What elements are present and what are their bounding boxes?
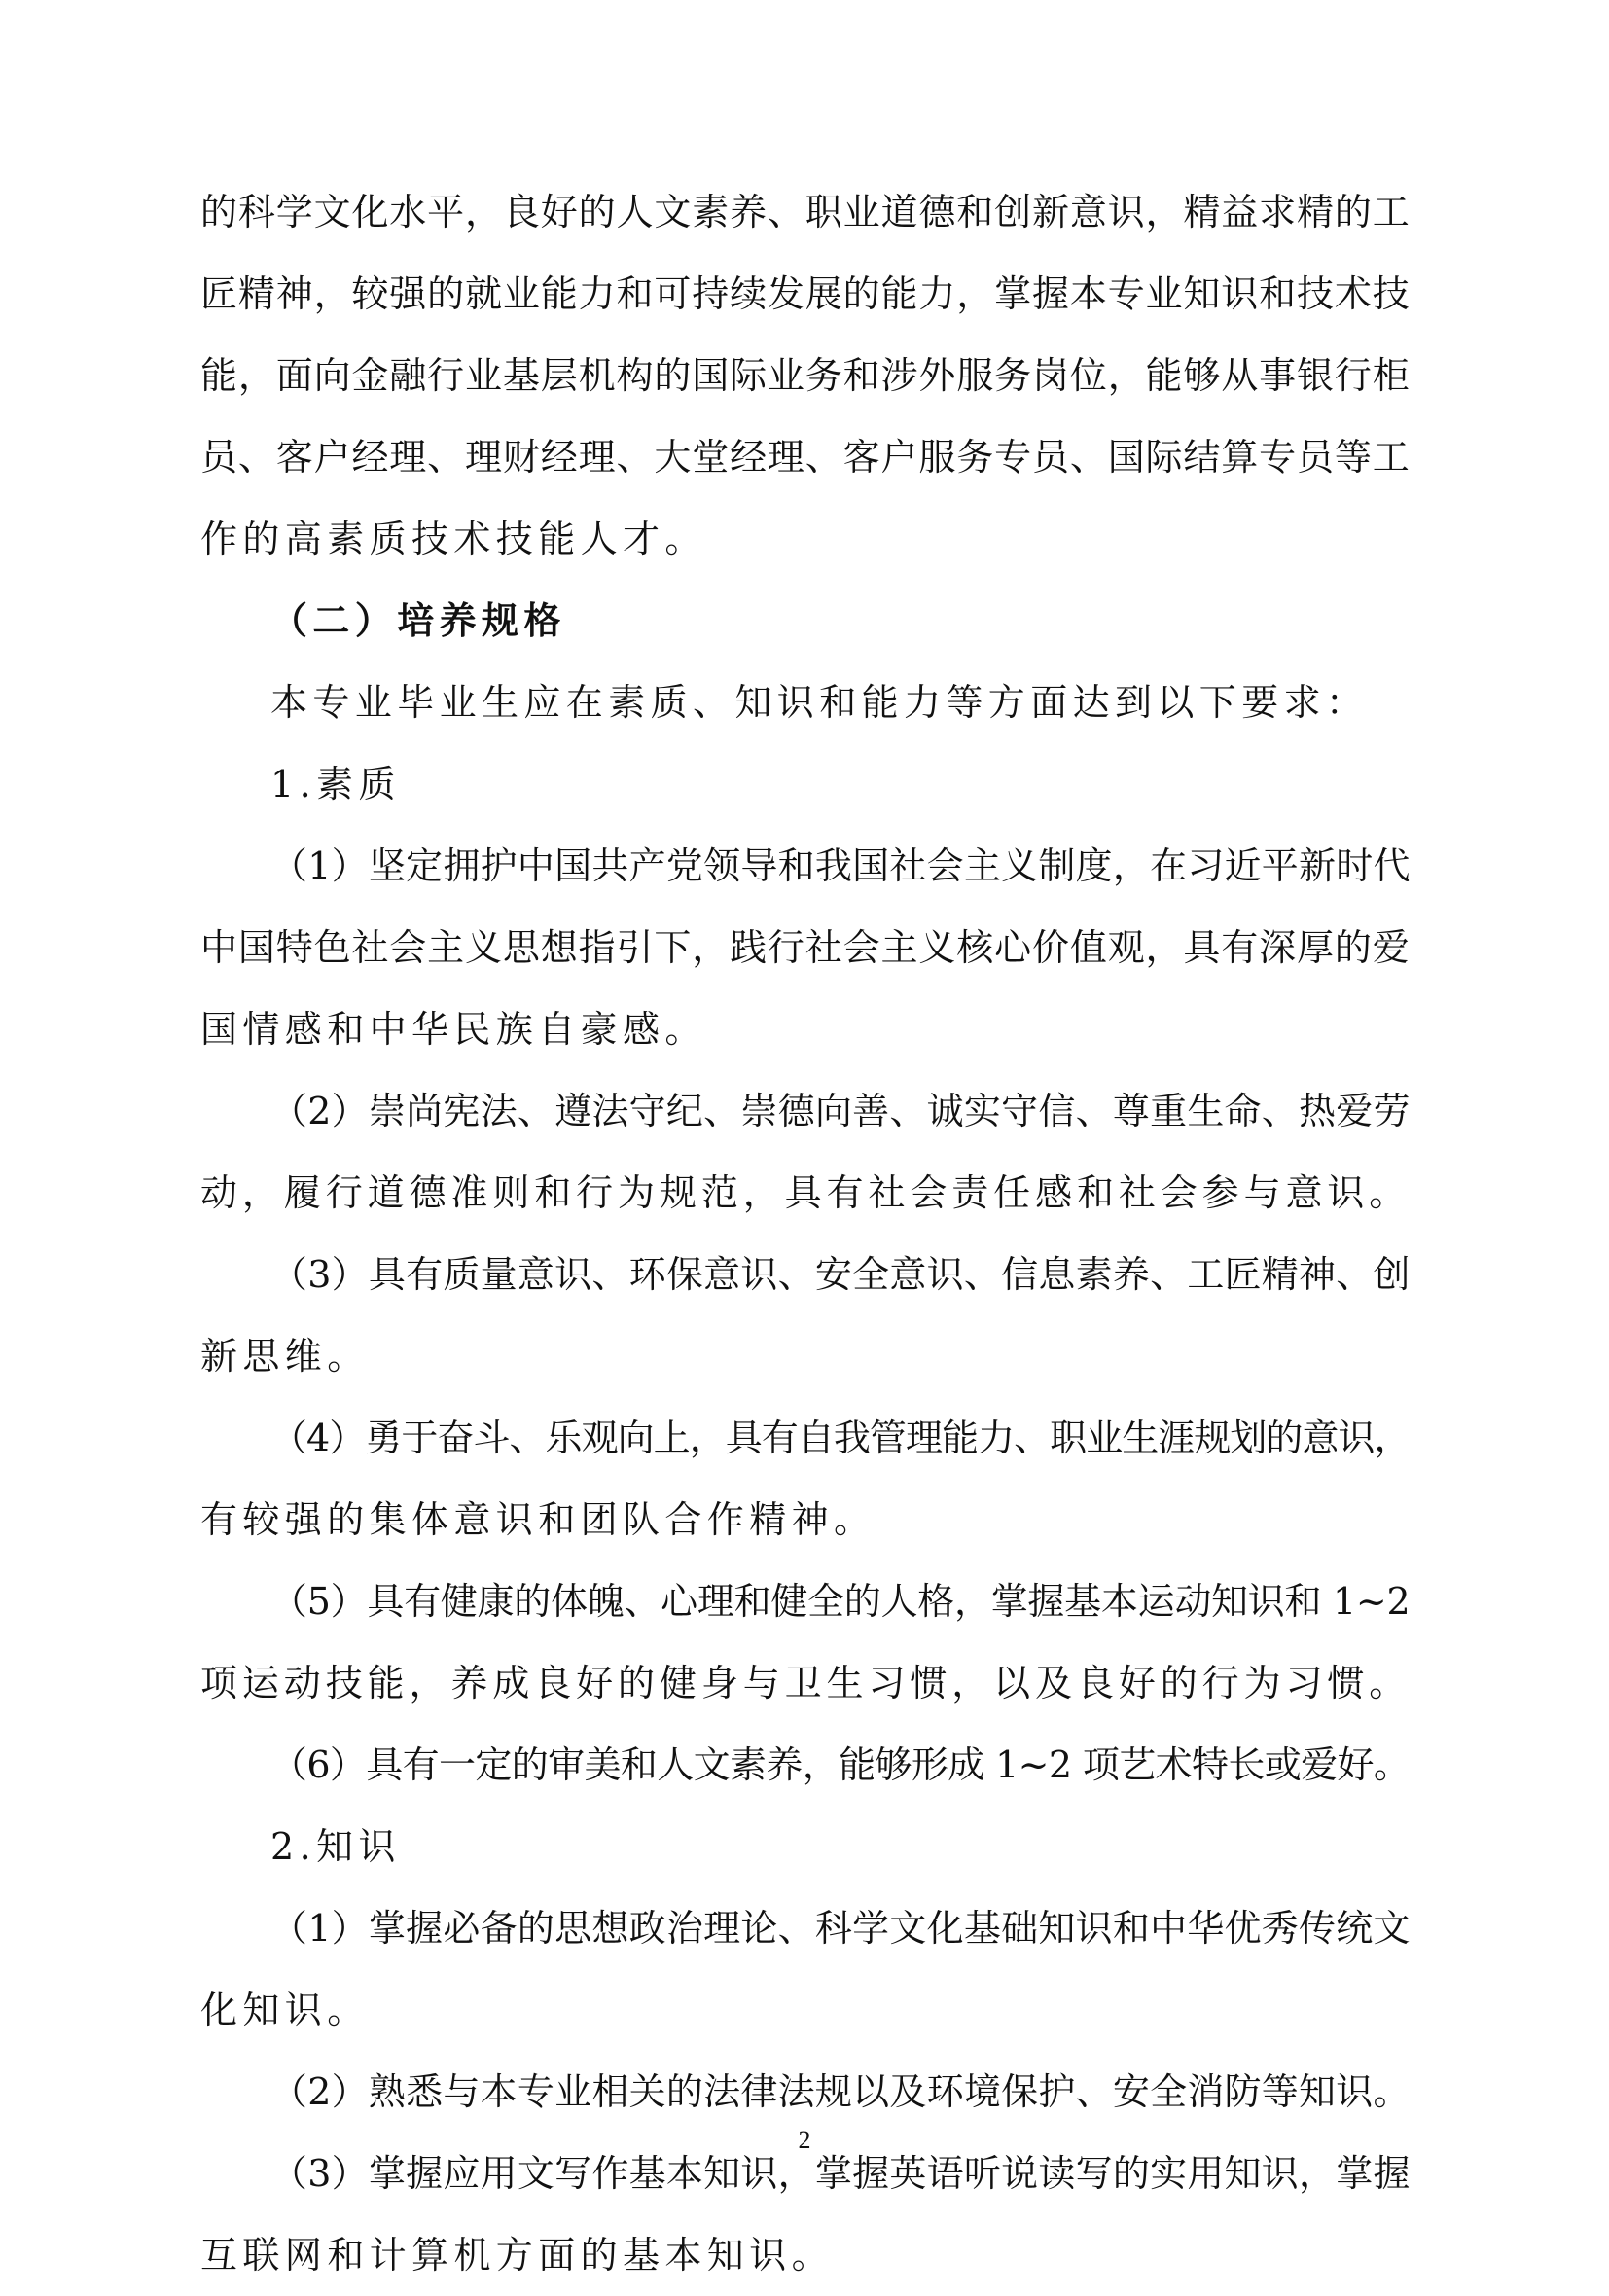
text-line: （1）掌握必备的思想政治理论、科学文化基础知识和中华优秀传统文 bbox=[270, 1907, 1411, 1950]
text-line: 能，面向金融行业基层机构的国际业务和涉外服务岗位，能够从事银行柜 bbox=[200, 354, 1411, 397]
section-heading: （二）培养规格 bbox=[270, 599, 566, 642]
page-number: 2 bbox=[798, 2126, 811, 2154]
text-line: （4）勇于奋斗、乐观向上，具有自我管理能力、职业生涯规划的意识， bbox=[270, 1417, 1411, 1459]
text-line: 项运动技能，养成良好的健身与卫生习惯，以及良好的行为习惯。 bbox=[200, 1662, 1412, 1704]
text-line: （2）崇尚宪法、遵法守纪、崇德向善、诚实守信、尊重生命、热爱劳 bbox=[270, 1090, 1411, 1132]
subsection-heading: 1.素质 bbox=[270, 763, 401, 806]
text-line: （3）掌握应用文写作基本知识，掌握英语听说读写的实用知识，掌握 bbox=[270, 2152, 1411, 2195]
text-line: （3）具有质量意识、环保意识、安全意识、信息素养、工匠精神、创 bbox=[270, 1253, 1411, 1296]
text-line: （6）具有一定的审美和人文素养，能够形成 1~2 项艺术特长或爱好。 bbox=[270, 1743, 1411, 1786]
text-line: （5）具有健康的体魄、心理和健全的人格，掌握基本运动知识和 1~2 bbox=[270, 1580, 1411, 1623]
text-line: 化知识。 bbox=[200, 1989, 370, 2031]
text-line: 有较强的集体意识和团队合作精神。 bbox=[200, 1498, 876, 1541]
text-line: （1）坚定拥护中国共产党领导和我国社会主义制度，在习近平新时代 bbox=[270, 844, 1411, 887]
text-line: 动，履行道德准则和行为规范，具有社会责任感和社会参与意识。 bbox=[200, 1171, 1412, 1214]
text-line: 新思维。 bbox=[200, 1335, 370, 1378]
text-line: 中国特色社会主义思想指引下，践行社会主义核心价值观，具有深厚的爱 bbox=[200, 926, 1411, 969]
text-line: 本专业毕业生应在素质、知识和能力等方面达到以下要求： bbox=[270, 681, 1369, 724]
text-line: 作的高素质技术技能人才。 bbox=[200, 518, 707, 560]
text-line: 国情感和中华民族自豪感。 bbox=[200, 1008, 707, 1051]
text-line: 员、客户经理、理财经理、大堂经理、客户服务专员、国际结算专员等工 bbox=[200, 436, 1411, 479]
text-line: （2）熟悉与本专业相关的法律法规以及环境保护、安全消防等知识。 bbox=[270, 2070, 1411, 2113]
text-line: 匠精神，较强的就业能力和可持续发展的能力，掌握本专业知识和技术技 bbox=[200, 272, 1411, 315]
subsection-heading: 2.知识 bbox=[270, 1825, 401, 1868]
text-line: 互联网和计算机方面的基本知识。 bbox=[200, 2234, 835, 2277]
text-line: 的科学文化水平，良好的人文素养、职业道德和创新意识，精益求精的工 bbox=[200, 191, 1411, 233]
body-text bbox=[200, 171, 1416, 2296]
